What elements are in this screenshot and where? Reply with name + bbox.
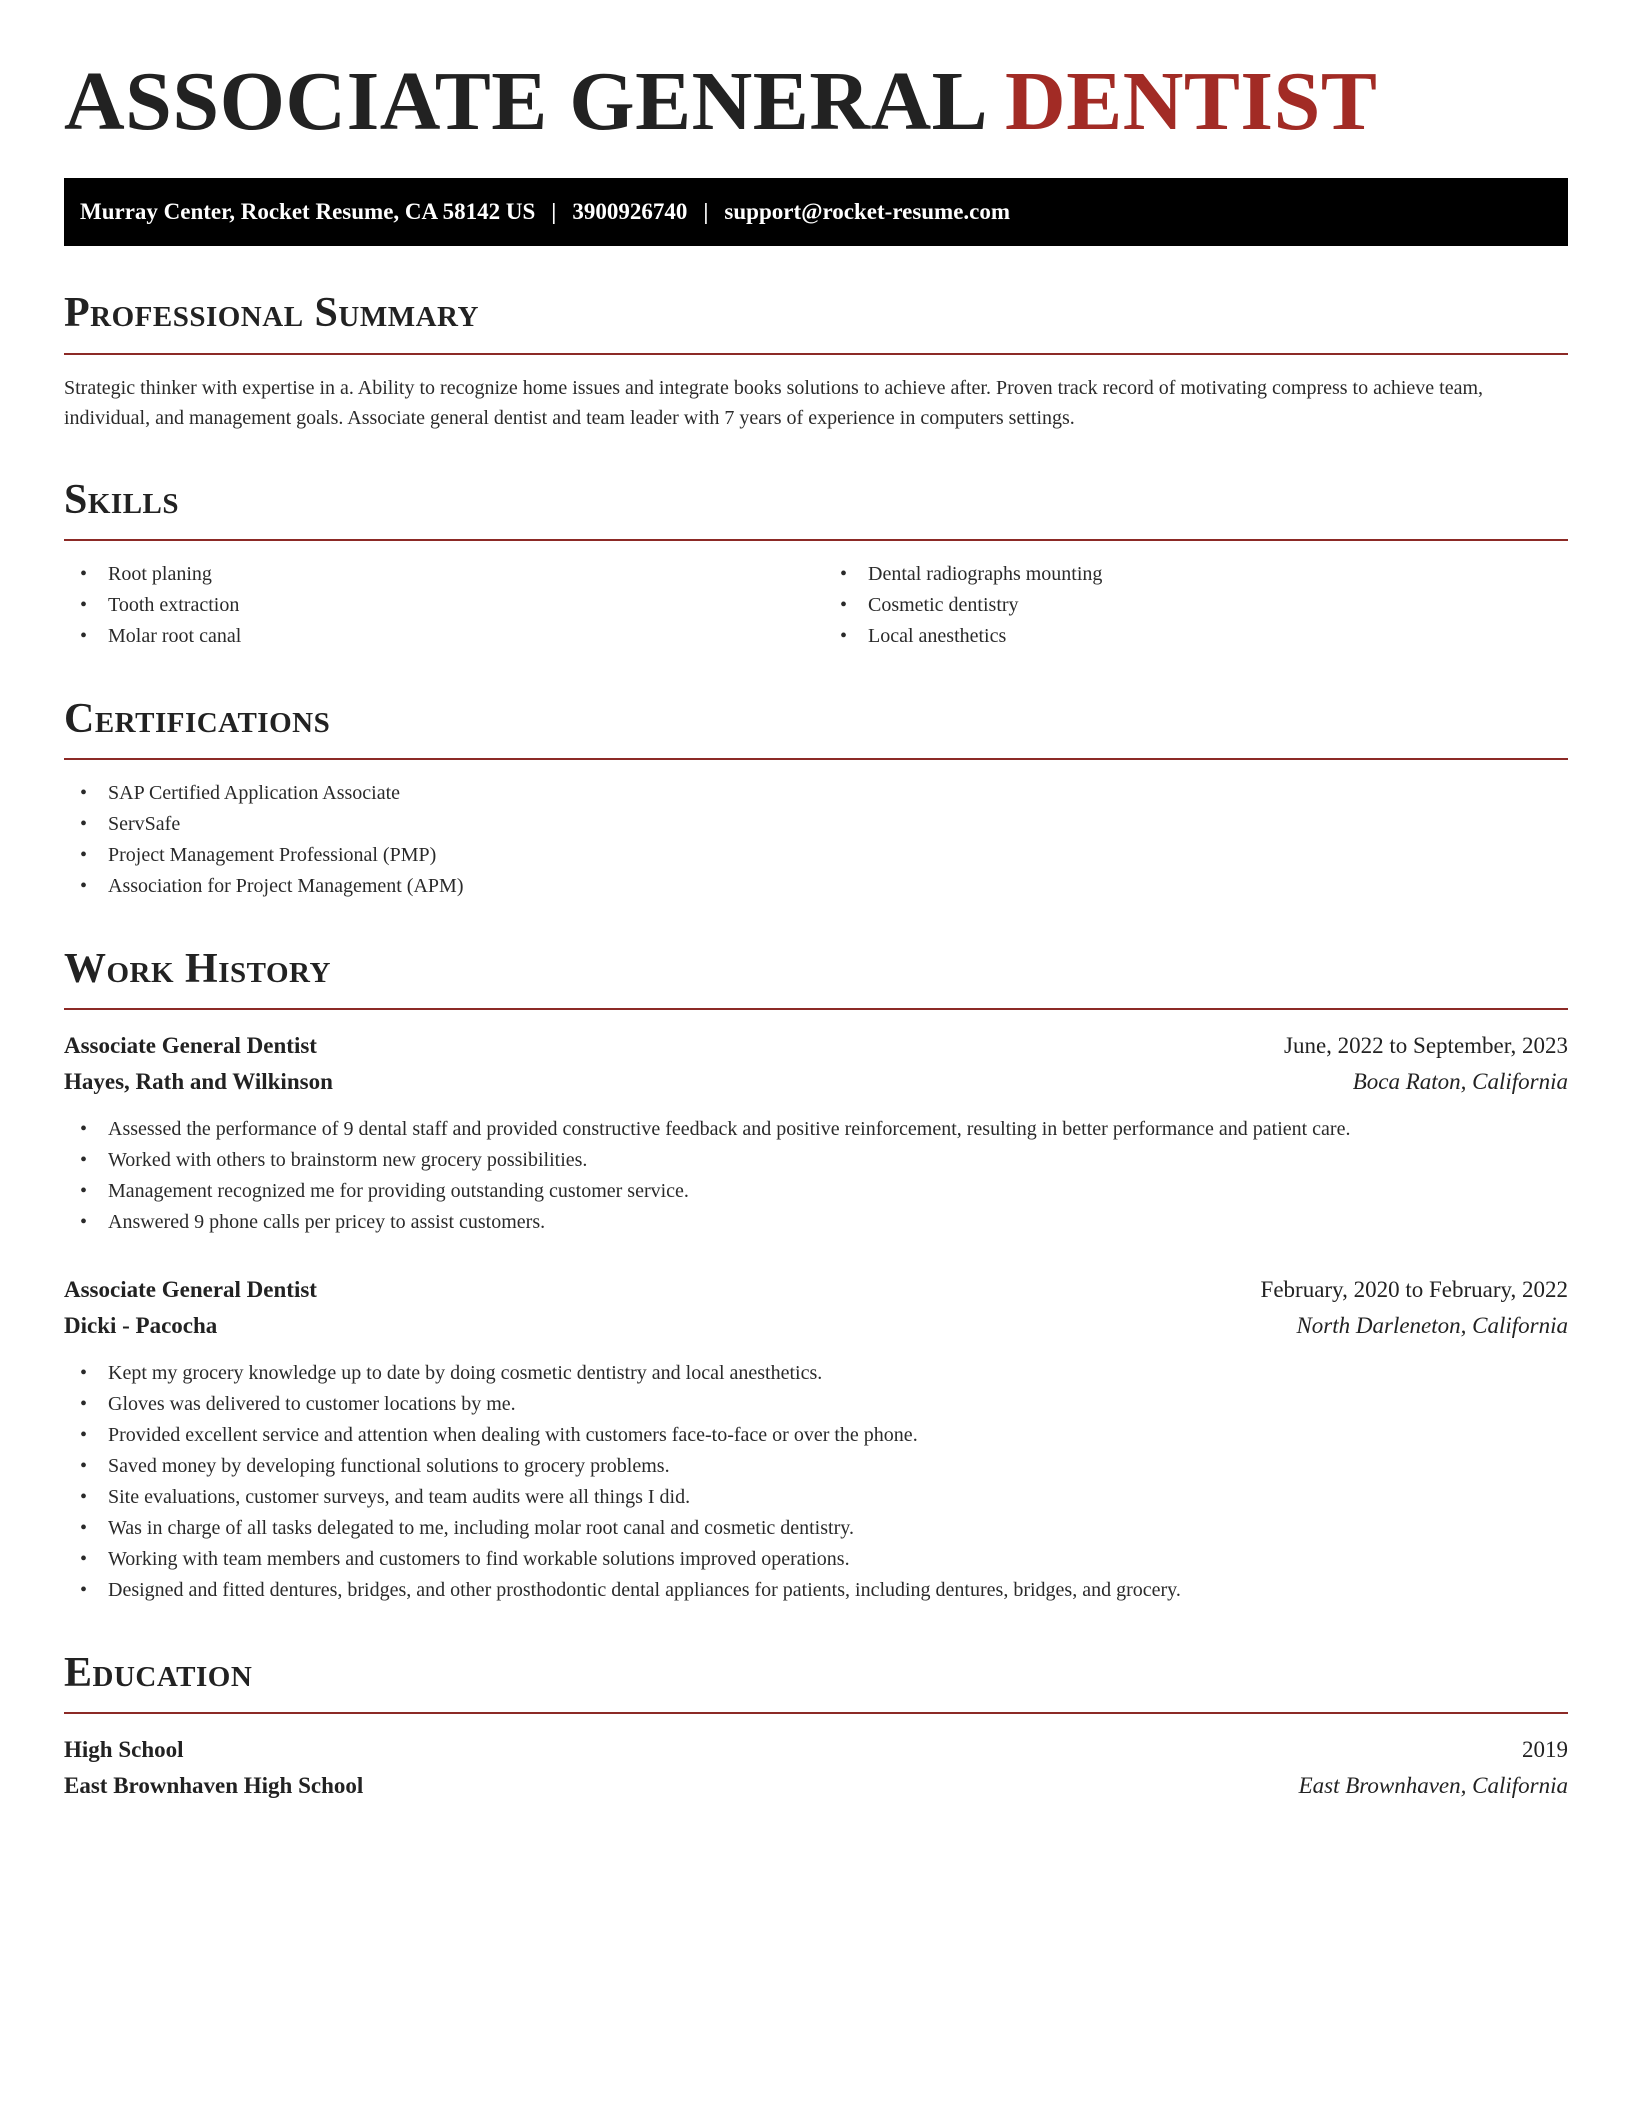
list-item: • SAP Certified Application Associate (64, 778, 1568, 809)
job-title: Associate General Dentist (64, 1033, 317, 1059)
education-school: East Brownhaven High School (64, 1773, 364, 1799)
contact-phone[interactable]: 3900926740 (572, 199, 688, 225)
job-location: North Darleneton, California (1296, 1313, 1568, 1339)
list-item: • Assessed the performance of 9 dental staff and provided constructive feedback and positive reinforcement, resulting in better performance and patient care. (64, 1114, 1568, 1145)
list-item: • Provided excellent service and attention when dealing with customers face-to-face or over the phone. (64, 1420, 1568, 1451)
education-degree-row (64, 1732, 1568, 1768)
contact-address: Murray Center, Rocket Resume, CA 58142 US (80, 199, 536, 225)
contact-bar (64, 178, 1568, 246)
section-divider (64, 1008, 1568, 1010)
list-item: • Worked with others to brainstorm new grocery possibilities. (64, 1145, 1568, 1176)
list-item: • Site evaluations, customer surveys, and team audits were all things I did. (64, 1482, 1568, 1513)
contact-email[interactable]: support@rocket-resume.com (724, 199, 1011, 225)
education-entry (64, 1732, 1568, 1804)
job-header-row (64, 1272, 1568, 1308)
contact-separator: | (703, 199, 709, 225)
education-degree: High School (64, 1737, 184, 1763)
section-divider (64, 758, 1568, 760)
skills-grid (64, 559, 1568, 652)
list-item: • Dental radiographs mounting (824, 559, 1568, 590)
title-main: ASSOCIATE GENERAL (64, 55, 984, 148)
list-item: • Was in charge of all tasks delegated to me, including molar root canal and cosmetic dentistry. (64, 1513, 1568, 1544)
job-company-row (64, 1308, 1568, 1344)
education-school-row (64, 1768, 1568, 1804)
work-history-heading: Work History (64, 945, 331, 992)
list-item: • Root planing (64, 559, 808, 590)
summary-heading: Professional Summary (64, 290, 479, 337)
job-company: Dicki - Pacocha (64, 1313, 218, 1339)
list-item: • Designed and fitted dentures, bridges, and other prosthodontic dental appliances for patients, including dentures, bridges, and grocery. (64, 1575, 1568, 1606)
section-divider (64, 353, 1568, 355)
job-company: Hayes, Rath and Wilkinson (64, 1069, 333, 1095)
section-divider (64, 1712, 1568, 1714)
list-item: • Gloves was delivered to customer locations by me. (64, 1389, 1568, 1420)
job-dates: June, 2022 to September, 2023 (1284, 1033, 1568, 1059)
job-header-row (64, 1028, 1568, 1064)
list-item: • Association for Project Management (APM) (64, 871, 1568, 902)
list-item: • Kept my grocery knowledge up to date by doing cosmetic dentistry and local anesthetics. (64, 1358, 1568, 1389)
list-item: • Molar root canal (64, 621, 808, 652)
job-entry (64, 1028, 1568, 1238)
certifications-heading: Certifications (64, 695, 331, 742)
list-item: • Working with team members and customers to find workable solutions improved operations. (64, 1544, 1568, 1575)
job-dates: February, 2020 to February, 2022 (1260, 1277, 1568, 1303)
job-bullets (64, 1358, 1568, 1606)
skills-list-left (64, 559, 808, 652)
job-entry (64, 1272, 1568, 1606)
certifications-list (64, 778, 1568, 902)
list-item: • Management recognized me for providing outstanding customer service. (64, 1176, 1568, 1207)
skills-list-right (808, 559, 1568, 652)
education-heading: Education (64, 1650, 253, 1697)
skills-heading: Skills (64, 476, 180, 523)
section-divider (64, 539, 1568, 541)
list-item: • Answered 9 phone calls per pricey to assist customers. (64, 1207, 1568, 1238)
list-item: • Saved money by developing functional solutions to grocery problems. (64, 1451, 1568, 1482)
list-item: • Project Management Professional (PMP) (64, 840, 1568, 871)
job-company-row (64, 1064, 1568, 1100)
resume-title (64, 56, 1568, 148)
job-title: Associate General Dentist (64, 1277, 317, 1303)
list-item: • ServSafe (64, 809, 1568, 840)
contact-separator: | (551, 199, 557, 225)
education-year: 2019 (1522, 1737, 1568, 1763)
education-location: East Brownhaven, California (1298, 1773, 1568, 1799)
list-item: • Local anesthetics (824, 621, 1568, 652)
job-location: Boca Raton, California (1352, 1069, 1568, 1095)
title-accent: DENTIST (1005, 55, 1378, 148)
summary-text: Strategic thinker with expertise in a. Ability to recognize home issues and integrate books solutions to achieve after. Proven track record of motivating compress to achieve team, individual, and management goals. Associate general dentist and team leader with 7 years of experience in computers settings. (64, 376, 1484, 429)
list-item: • Cosmetic dentistry (824, 590, 1568, 621)
job-bullets (64, 1114, 1568, 1238)
list-item: • Tooth extraction (64, 590, 808, 621)
